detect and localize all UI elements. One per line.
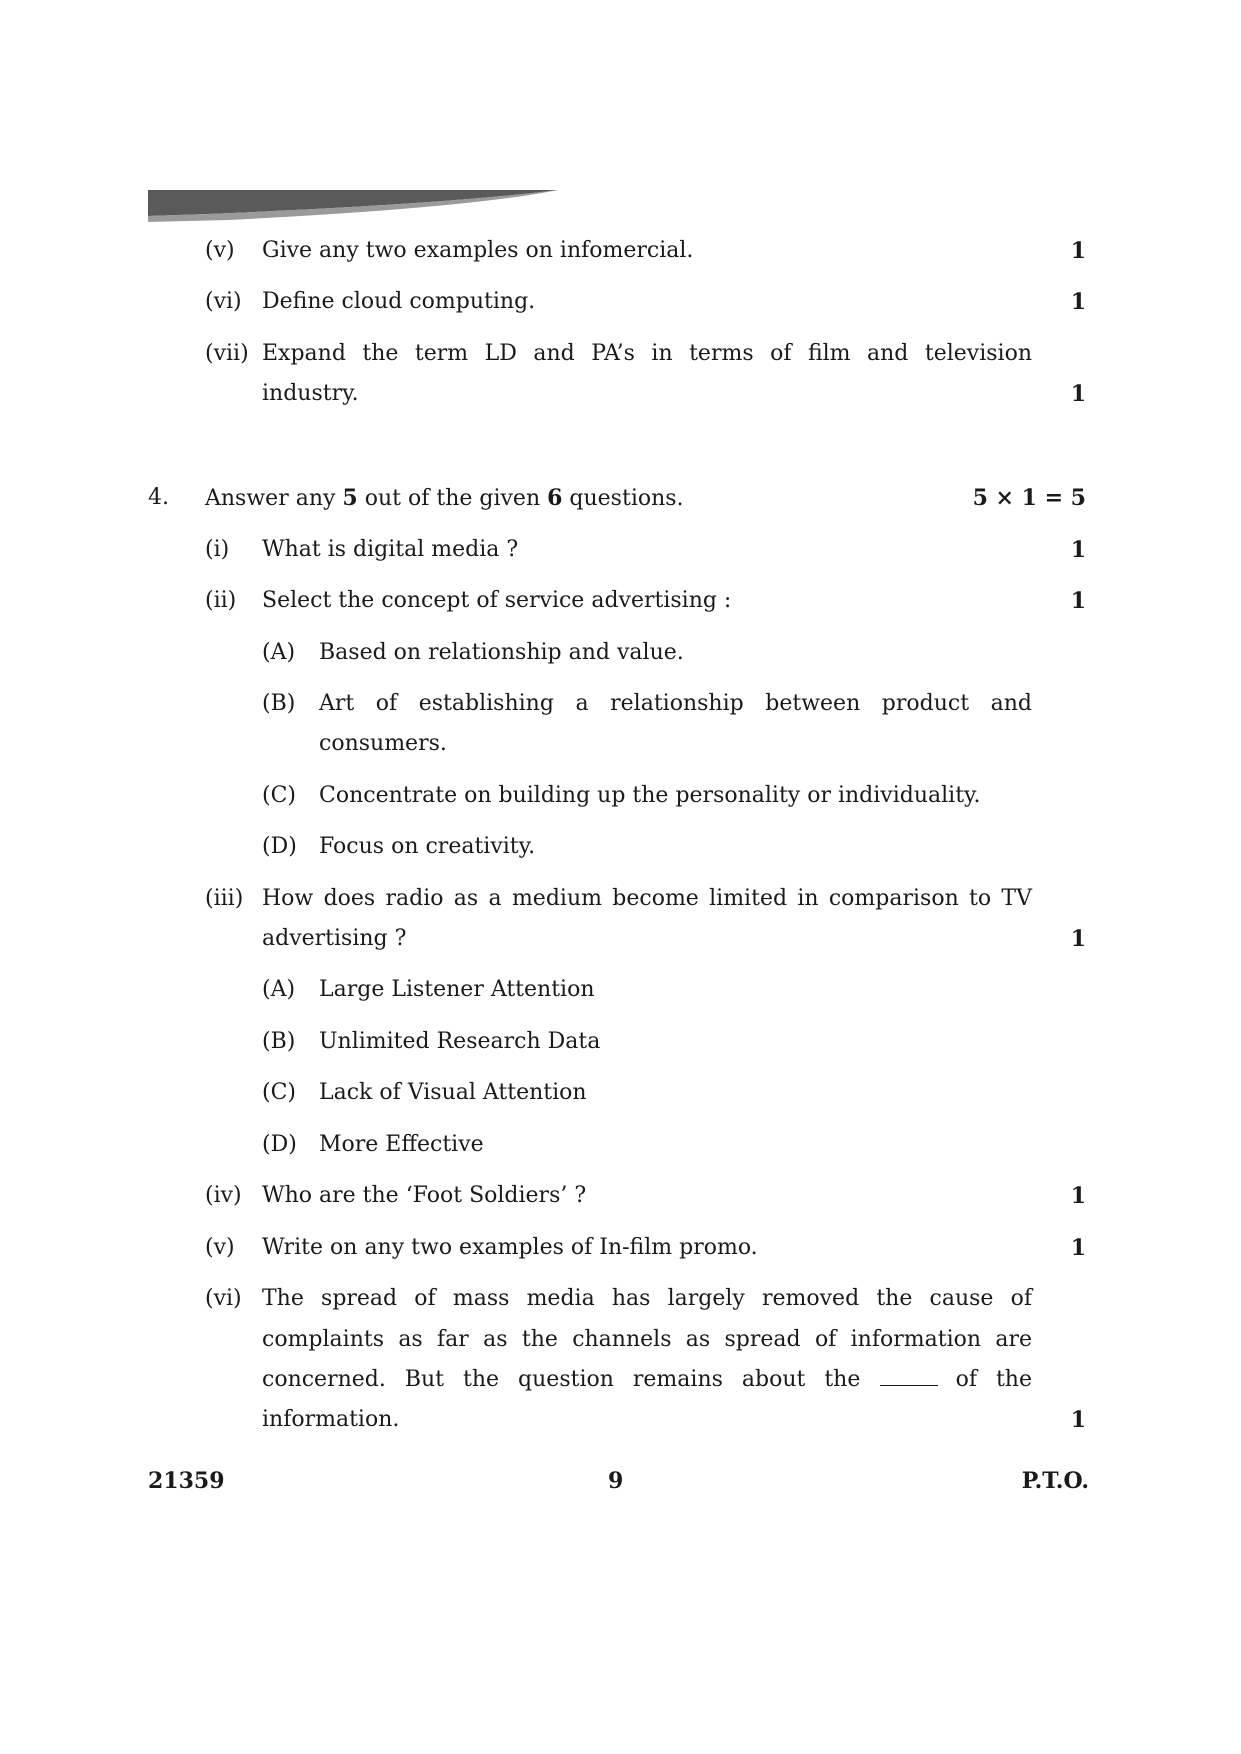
q4-vi-line2: complaints as far as the channels as spread of information are xyxy=(262,1327,1032,1352)
q4-ii-option-a-label: (A) xyxy=(262,640,296,665)
page-number: 9 xyxy=(608,1468,624,1494)
q4-ii-text: Select the concept of service advertising : xyxy=(262,588,732,613)
q3-vi-number: (vi) xyxy=(205,289,242,314)
q4-iii-option-a-text: Large Listener Attention xyxy=(319,977,595,1002)
q4-number: 4. xyxy=(148,485,169,510)
please-turn-over: P.T.O. xyxy=(1021,1468,1089,1494)
q4-iii-option-c-label: (C) xyxy=(262,1080,296,1105)
q4-iii-option-a-label: (A) xyxy=(262,977,296,1002)
q4-vi-line3-end: of the xyxy=(880,1365,1032,1395)
q4-ii-option-b-line2: consumers. xyxy=(319,731,447,756)
q4-vi-line4: information. xyxy=(262,1407,400,1432)
q4-ii-option-a-text: Based on relationship and value. xyxy=(319,640,684,665)
q4-i-number: (i) xyxy=(205,537,230,562)
q4-iv-text: Who are the ‘Foot Soldiers’ ? xyxy=(262,1183,587,1208)
q4-instruction: Answer any 5 out of the given 6 questions. xyxy=(205,485,684,511)
q4-ii-option-d-label: (D) xyxy=(262,834,297,859)
q4-vi-line1: The spread of mass media has largely removed the cause of xyxy=(262,1286,1032,1311)
header-decorative-bar xyxy=(148,190,558,226)
q4-ii-option-d-text: Focus on creativity. xyxy=(319,834,536,859)
q4-marks: 5 × 1 = 5 xyxy=(972,485,1086,511)
q3-vii-number: (vii) xyxy=(205,341,249,366)
q4-iii-option-b-text: Unlimited Research Data xyxy=(319,1029,601,1054)
q4-iii-number: (iii) xyxy=(205,886,244,911)
q4-ii-marks: 1 xyxy=(1070,588,1086,614)
q4-iii-marks: 1 xyxy=(1070,926,1086,952)
q4-iv-number: (iv) xyxy=(205,1183,242,1208)
q4-v-number: (v) xyxy=(205,1235,235,1260)
q4-vi-marks: 1 xyxy=(1070,1407,1086,1433)
q4-iv-marks: 1 xyxy=(1070,1183,1086,1209)
q4-iii-option-d-label: (D) xyxy=(262,1132,297,1157)
q4-ii-option-b-label: (B) xyxy=(262,691,296,716)
paper-code: 21359 xyxy=(148,1468,225,1494)
q3-v-marks: 1 xyxy=(1070,238,1086,264)
q4-iii-option-d-text: More Effective xyxy=(319,1132,484,1157)
q4-ii-option-b-line1: Art of establishing a relationship between product and xyxy=(319,691,1032,716)
q3-vii-line1: Expand the term LD and PA’s in terms of film and television xyxy=(262,341,1032,366)
q3-vi-marks: 1 xyxy=(1070,289,1086,315)
fill-in-blank xyxy=(880,1365,938,1386)
q4-ii-option-c-text: Concentrate on building up the personality or individuality. xyxy=(319,783,981,808)
q3-v-number: (v) xyxy=(205,238,235,263)
q4-iii-option-b-label: (B) xyxy=(262,1029,296,1054)
q4-i-text: What is digital media ? xyxy=(262,537,519,562)
q4-ii-number: (ii) xyxy=(205,588,237,613)
q3-vii-line2: industry. xyxy=(262,381,359,406)
q4-vi-line3 xyxy=(262,1365,1032,1395)
q4-vi-number: (vi) xyxy=(205,1286,242,1311)
q4-ii-option-c-label: (C) xyxy=(262,783,296,808)
q3-vi-text: Define cloud computing. xyxy=(262,289,536,314)
q4-iii-line2: advertising ? xyxy=(262,926,407,951)
q4-iii-option-c-text: Lack of Visual Attention xyxy=(319,1080,587,1105)
q4-i-marks: 1 xyxy=(1070,537,1086,563)
q4-v-marks: 1 xyxy=(1070,1235,1086,1261)
q4-v-text: Write on any two examples of In-film promo. xyxy=(262,1235,758,1260)
q4-vi-line3-start: concerned. But the question remains about the xyxy=(262,1367,861,1392)
q3-vii-marks: 1 xyxy=(1070,381,1086,407)
q3-v-text: Give any two examples on infomercial. xyxy=(262,238,694,263)
q4-iii-line1: How does radio as a medium become limited in comparison to TV xyxy=(262,886,1032,911)
